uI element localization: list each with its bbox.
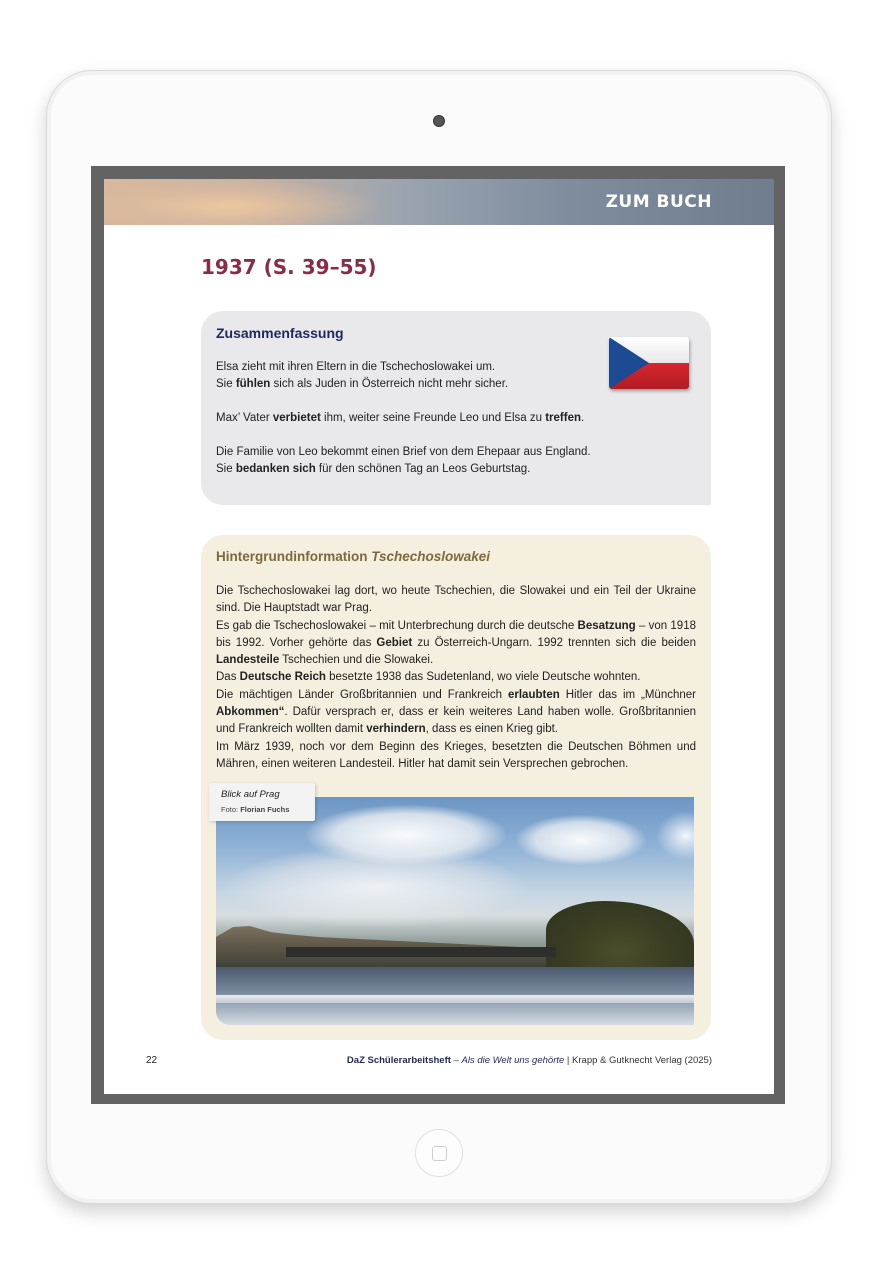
bold-term: Abkommen“ <box>216 706 285 719</box>
text-run: , dass es einen Krieg gibt. <box>425 723 558 736</box>
summary-paragraph <box>216 444 616 478</box>
summary-heading: Zusammenfassung <box>216 325 344 341</box>
bold-term: verbietet <box>272 412 321 424</box>
text-run: Sie <box>216 463 236 475</box>
book-title: Als die Welt uns gehörte <box>461 1055 565 1066</box>
publisher: | Krapp & Gutknecht Verlag (2025) <box>564 1055 712 1066</box>
text-run: – von 1918 bis 1992. Vorher gehörte das <box>216 619 696 649</box>
bold-term: Besatzung <box>577 619 636 632</box>
summary-paragraph <box>216 359 616 393</box>
text-run: für den schönen Tag an Leos Geburtstag. <box>315 463 531 475</box>
bold-term: verhindern <box>366 723 426 736</box>
document-page <box>104 179 774 1094</box>
photo-caption <box>209 783 315 821</box>
text-run: Es gab die Tschechoslowakei – mit Unterbrechung durch die deutsche <box>216 619 578 632</box>
text-run: zu Österreich-Ungarn. 1992 trennten sich die beiden <box>412 636 696 649</box>
text-run: Sie <box>216 378 236 390</box>
text-run: . Dafür versprach er, dass er kein weiteres Land haben wolle. Großbritannien und Frankreich wollten damit <box>216 706 696 736</box>
publication-title: DaZ Schülerarbeitsheft <box>346 1055 451 1066</box>
bold-term: Gebiet <box>376 636 413 649</box>
caption-credit <box>221 805 289 814</box>
summary-line: Die Familie von Leo bekommt einen Brief von dem Ehepaar aus England. <box>216 446 591 458</box>
header-banner <box>104 179 774 225</box>
section-label: ZUM BUCH <box>605 192 712 212</box>
background-paragraph <box>216 669 696 686</box>
caption-title: Blick auf Prag <box>221 789 280 800</box>
czechoslovakia-flag-icon <box>609 337 689 389</box>
text-run: Im März 1939, noch vor dem Beginn des Krieges, besetzten die Deutschen Böhmen und Mähren, einen weiteren Landesteil. Hitler hat damit sein Versprechen gebrochen. <box>216 740 696 770</box>
text-run: Die mächtigen Länder Großbritannien und Frankreich <box>216 688 508 701</box>
credit-name: Florian Fuchs <box>240 805 290 814</box>
bold-term: Landesteile <box>216 654 280 667</box>
text-run: ihm, weiter seine Freunde Leo und Elsa zu <box>320 412 546 424</box>
summary-text <box>216 359 616 495</box>
heading-prefix: Hintergrundinformation <box>216 549 372 564</box>
bold-term: treffen <box>545 412 581 424</box>
photo-cloud <box>656 811 694 861</box>
chapter-title: 1937 (S. 39–55) <box>201 255 377 279</box>
home-square-icon <box>432 1146 447 1161</box>
photo-weir <box>216 995 694 1003</box>
summary-box <box>201 311 711 505</box>
home-button[interactable] <box>415 1129 463 1177</box>
footer-credit <box>347 1055 712 1066</box>
photo-cloud <box>306 805 506 865</box>
camera-icon <box>433 115 445 127</box>
text-run: Max’ Vater <box>216 412 273 424</box>
tablet-screen <box>91 166 785 1104</box>
text-run: Die Tschechoslowakei lag dort, wo heute Tschechien, die Slowakei und ein Teil der Ukraine sind. Die Hauptstadt war Prag. <box>216 585 696 615</box>
background-paragraph <box>216 583 696 618</box>
text-run: Tschechien und die Slowakei. <box>279 654 434 667</box>
summary-paragraph <box>216 410 616 427</box>
bold-term: Deutsche Reich <box>239 671 326 684</box>
credit-prefix: Foto: <box>221 805 241 814</box>
header-cloud-image <box>104 179 384 225</box>
text-run: besetzte 1938 das Sudetenland, wo viele Deutsche wohnten. <box>325 671 641 684</box>
footer-separator: – <box>450 1055 462 1066</box>
page-number: 22 <box>146 1055 158 1066</box>
background-text <box>216 583 696 773</box>
summary-line: Elsa zieht mit ihren Eltern in die Tschechoslowakei um. <box>216 361 496 373</box>
bold-term: erlaubten <box>507 688 560 701</box>
background-paragraph <box>216 739 696 774</box>
background-info-box <box>201 535 711 1040</box>
text-run: sich als Juden in Österreich nicht mehr sicher. <box>270 378 509 390</box>
background-paragraph <box>216 687 696 739</box>
photo-cloud <box>516 815 646 865</box>
background-heading <box>216 549 490 564</box>
background-paragraph <box>216 618 696 670</box>
text-run: Hitler das im „Münchner <box>559 688 696 701</box>
prague-photo <box>216 797 694 1025</box>
bold-term: bedanken sich <box>235 463 316 475</box>
heading-italic: Tschechoslowakei <box>371 549 491 564</box>
text-run: Das <box>216 671 240 684</box>
text-run: . <box>580 412 585 424</box>
photo-bridge <box>286 947 556 957</box>
photo-trees <box>546 901 694 973</box>
bold-term: fühlen <box>235 378 271 390</box>
